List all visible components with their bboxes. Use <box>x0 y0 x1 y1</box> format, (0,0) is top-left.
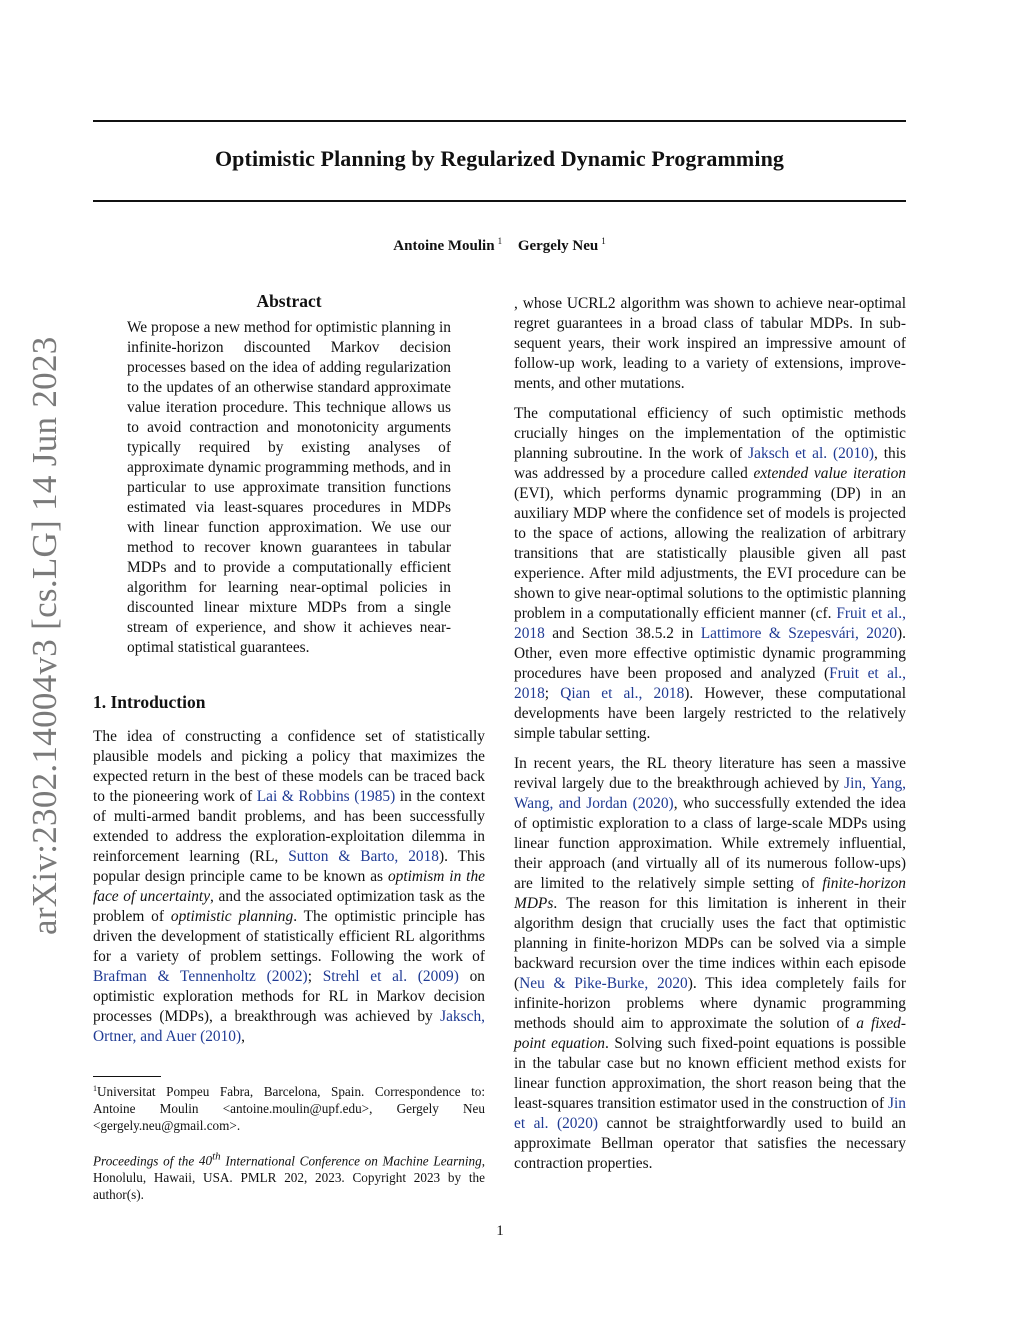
intro-paragraph-1-continued: , whose UCRL2 algorithm was shown to achieve near-optimal regret guarantees in a broad class of tabular MDPs. In subsequent years, their work inspired an impressive amount of follow-up work, leading to a variety of extensions, improvements, and other mutations. <box>514 295 906 392</box>
intro-paragraph-3: In recent years, the RL theory literature has seen a massive revival largely due to the breakthrough achieved by Jin, Yang, Wang, and Jordan (2020), who successfully extended the idea of optimistic exploration to a class of large-scale MDPs using linear function approximation. While extremely influential, their approach (and virtually all of its numerous follow-ups) are limited to the relatively simple setting of finite-horizon MDPs. The reason for this limitation is inherent in their algorithm design that crucially uses the fact that optimistic planning in finite-horizon MDPs can be solved via a simple backward recursion over the time indices within each episode (Neu & Pike-Burke, 2020). This idea completely fails for infinite-horizon problems where dynamic programming methods should aim to approximate the solution of a fixed-point equation. Solving such fixed-point equations is possible in the tabular case but no known efficient method exists for linear function approximation, the short reason being that the least-squares transition estimator used in the construction of Jin et al. (2020) cannot be straightforwardly used to build an approximate Bellman operator that satisfies the necessary contraction properties. <box>514 755 906 1172</box>
citation-link[interactable]: Qian et al., 2018 <box>560 685 685 702</box>
citation-link[interactable]: Lai & Robbins <box>256 788 350 805</box>
citation-link[interactable]: Jin, Yang, Wang, and Jordan (2020) <box>514 775 906 812</box>
citation-link[interactable]: Lattimore & Szepesvári, 2020 <box>700 625 898 642</box>
author: Gergely Neu $^1$ <box>517 236 606 254</box>
title-bottom-rule <box>93 200 906 202</box>
intro-paragraph-2: The computational efficiency of such optimistic methods crucially hinges on the implementation of the optimistic planning subroutine. In the work of Jaksch et al. (2010), this was addressed by a procedure called extended value iteration (EVI), which performs dynamic programming (DP) in an auxiliary MDP where the confidence set of models is projected to the space of actions, allowing the realization of arbitrary transitions that are statistically plausible given all past experience. After mild adjustments, the EVI procedure can be shown to give near-optimal solutions to the optimistic planning problem in a computationally efficient manner (cf. Fruit et al., 2018 and Section 38.5.2 in Lattimore & Szepesvári, 2020). Other, even more effective optimistic dynamic programming procedures have been proposed and analyzed (Fruit et al., 2018; Qian et al., 2018). However, these computational developments have been largely restricted to the relatively simple tabular setting. <box>514 405 907 742</box>
citation-link[interactable]: Jin et al. (2020) <box>514 1095 906 1132</box>
citation-link[interactable]: (1985) <box>354 788 396 805</box>
arxiv-identifier-stamp: arXiv:2302.14004v3 [cs.LG] 14 Jun 2023 <box>25 336 64 935</box>
citation-link[interactable]: Brafman & Tennenholtz (2002) <box>93 968 308 985</box>
citation-link[interactable]: Jaksch, Ortner, and Auer (2010) <box>93 1008 485 1045</box>
citation-link[interactable]: Neu & Pike-Burke, 2020 <box>519 975 688 992</box>
section-heading-introduction: 1. Introduction <box>93 692 206 712</box>
abstract-body: We propose a new method for optimistic planning in infinite-horizon discounted Markov decision processes based on the idea of adding regularization to the updates of an otherwise standard approximate value iteration procedure. This technique allows us to avoid contraction and monotonicity arguments typically required by existing analyses of approximate dynamic programming methods, and in particular to use approximate transition functions estimated via least-squares procedures in MDPs with linear function approximation. We use our method to recover known guarantees in tabular MDPs and to provide a computationally efficient algorithm for learning near-optimal policies in discounted linear mixture MDPs from a single stream of experience, and show it achieves near-optimal statistical guarantees. <box>127 319 451 656</box>
paper-title: Optimistic Planning by Regularized Dynamic Programming <box>214 146 785 171</box>
author: Antoine Moulin $^1$ <box>393 236 503 254</box>
citation-link[interactable]: Fruit et al., 2018 <box>514 665 906 702</box>
abstract-heading: Abstract <box>256 291 322 311</box>
right-column <box>514 294 906 1184</box>
citation-link[interactable]: Sutton & Barto, 2018 <box>288 848 439 865</box>
title-top-rule <box>93 120 906 122</box>
citation-link[interactable]: Jaksch et al. (2010) <box>748 445 875 462</box>
affiliation-footnote: $^1$Universitat Pompeu Fabra, Barcelona, Spain. Correspondence to: Antoine Moulin <antoine.moulin@upf.edu>, Gergely Neu <gergely.neu@gmail.com>. <box>93 1084 485 1133</box>
page-number: 1 <box>496 1223 504 1239</box>
proceedings-notice: Proceedings of the 40th International Conference on Machine Learning, Honolulu, Hawaii, USA. PMLR 202, 2023. Copyright 2023 by the author(s). <box>93 1151 486 1203</box>
citation-link[interactable]: Fruit et al., 2018 <box>514 605 906 642</box>
left-column <box>93 290 485 1057</box>
citation-link[interactable]: Strehl et al. (2009) <box>322 968 459 985</box>
intro-paragraph-1: The idea of constructing a confidence set of statistically plausible models and picking a policy that maximizes the expected return in the best of these models can be traced back to the pioneering work of Lai & Robbins (1985) in the context of multi-armed bandit problems, and has been successfully extended to address the exploration-exploitation dilemma in reinforcement learning (RL, Sutton & Barto, 2018). This popular design principle came to be known as optimism in the face of uncertainty, and the associated optimization task as the problem of optimistic planning. The optimistic principle has driven the development of statistically efficient RL algorithms for a variety of problem settings. Following the work of Brafman & Tennenholtz (2002); Strehl et al. (2009) on optimistic exploration methods for RL in Markov decision processes (MDPs), a breakthrough was achieved by Jaksch, Ortner, and Auer (2010), <box>93 728 485 1045</box>
footnote-rule <box>93 1076 161 1077</box>
author-list <box>93 236 906 255</box>
